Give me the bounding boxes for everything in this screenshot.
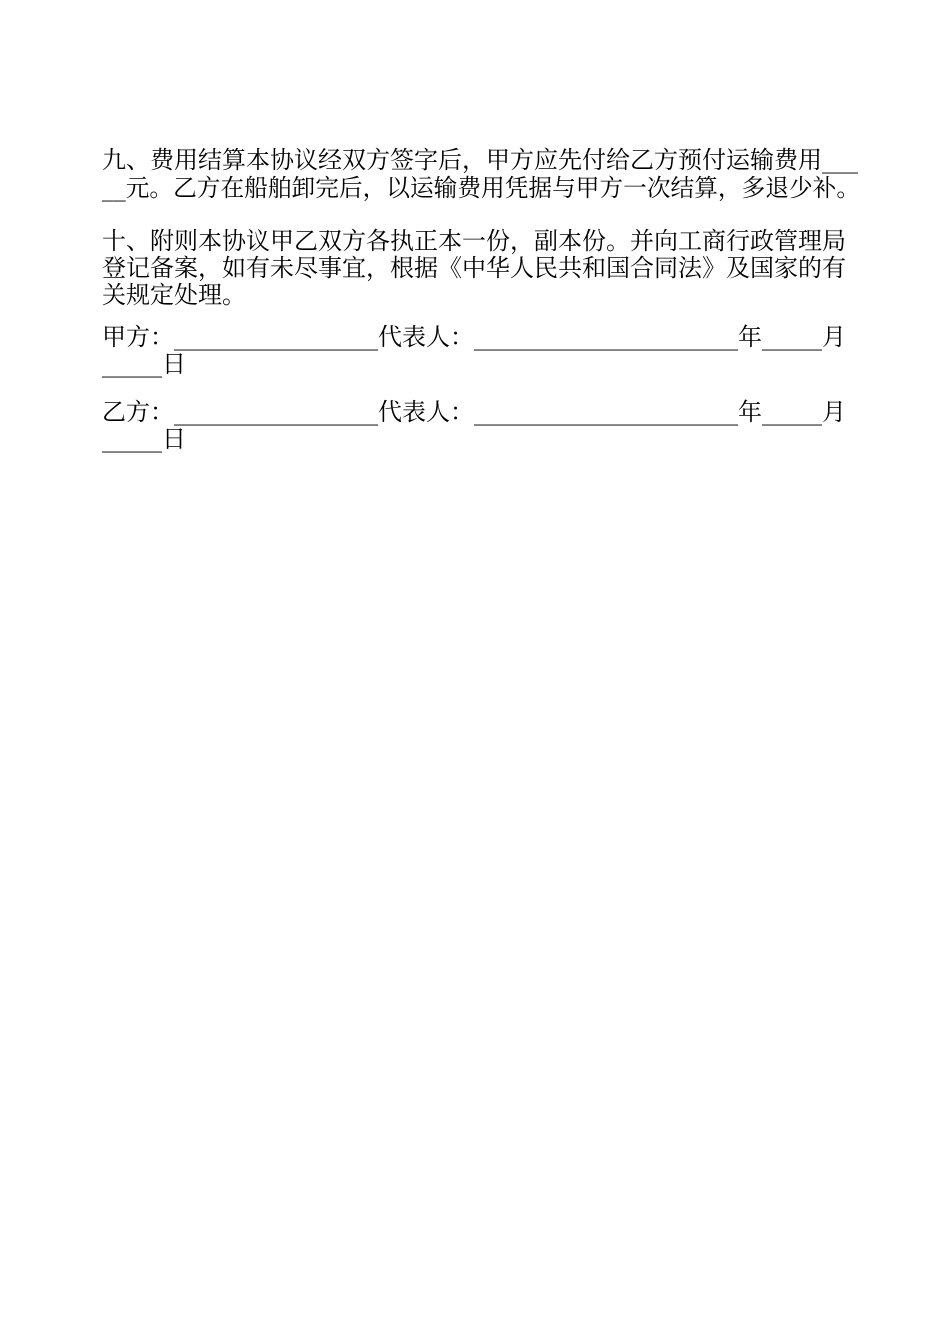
party-a-line-2: _____日 (102, 350, 186, 378)
clause-10-line-3: 关规定处理。 (102, 281, 246, 309)
clause-9-line-1: 九、费用结算本协议经双方签字后，甲方应先付给乙方预付运输费用___ (102, 146, 858, 174)
clause-10-line-1: 十、附则本协议甲乙双方各执正本一份，副本份。并向工商行政管理局 (102, 227, 846, 255)
party-a-line-1: 甲方：_________________代表人：______________________年_____月 (102, 323, 846, 351)
clause-10-line-2: 登记备案，如有未尽事宜，根据《中华人民共和国合同法》及国家的有 (102, 254, 846, 282)
party-b-line-1: 乙方：_________________代表人：______________________年_____月 (102, 398, 846, 426)
clause-9-line-2: __元。乙方在船舶卸完后，以运输费用凭据与甲方一次结算，多退少补。 (102, 174, 861, 202)
party-b-line-2: _____日 (102, 425, 186, 453)
